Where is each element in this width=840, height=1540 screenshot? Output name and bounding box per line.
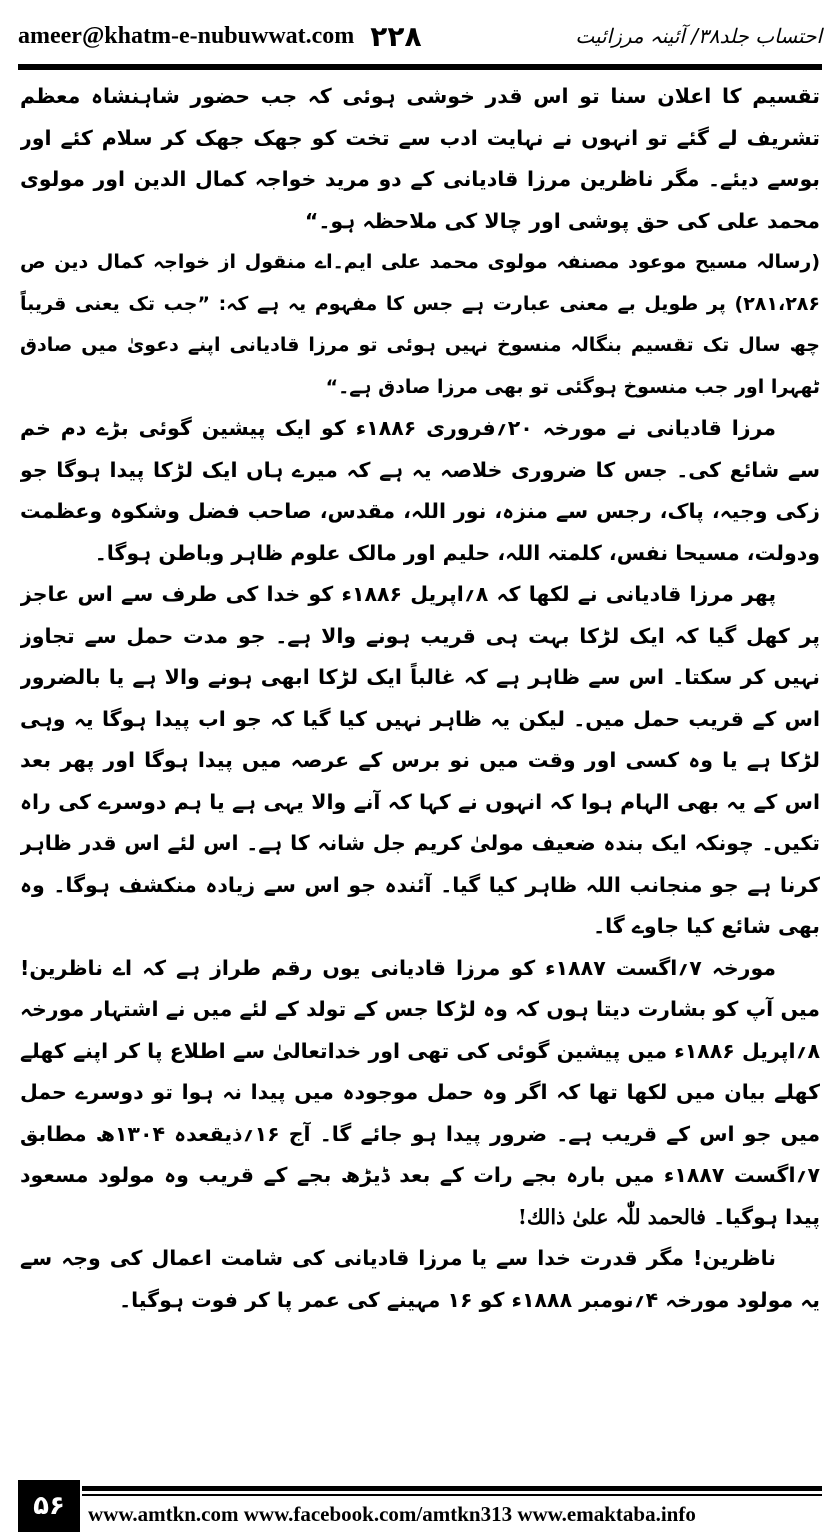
footer-links: www.amtkn.com www.facebook.com/amtkn313 www.emaktaba.info: [88, 1502, 696, 1526]
page-body: [20, 76, 820, 1466]
paragraph-4: پھر مرزا قادیانی نے لکھا کہ ۸؍اپریل ۱۸۸۶ء کو خدا کی طرف سے اس عاجز پر کھل گیا کہ ایک لڑکا بہت ہی قریب ہونے والا ہے۔ جو مدت حمل سے تجاوز نہیں کر سکتا۔ اس سے ظاہر ہے کہ غالباً ایک لڑکا ابھی ہونے والا ہے یا بالضرور اس کے قریب حمل میں۔ لیکن یہ ظاہر نہیں کیا گیا کہ جو اب پیدا ہوگا یہ وہی لڑکا ہے یا وہ کسی اور وقت میں نو برس کے عرصہ میں پیدا ہوگا اور پھر بعد اس کے یہ بھی الہام ہوا کہ انہوں نے کہا کہ آنے والا یہی ہے یا ہم دوسرے کی راہ تکیں۔ چونکہ ایک بندہ ضعیف مولیٰ کریم جل شانہ کا ہے۔ اس لئے اس قدر ظاہر کرنا ہے جو منجانب اللہ ظاہر کیا گیا۔ آئندہ جو اس سے زیادہ منکشف ہوگا۔ وہ بھی شائع کیا جاوے گا۔: [20, 582, 820, 938]
header-page-number: ۲۲۸: [370, 19, 422, 53]
footer-page-number: ۵۶: [18, 1480, 80, 1532]
paragraph-5-arabic: فالحمد للّٰہ علیٰ ذالك!: [517, 1204, 706, 1229]
paragraph-6: ناظرین! مگر قدرت خدا سے یا مرزا قادیانی کی شامت اعمال کی وجہ سے یہ مولود مورخہ ۴؍نومبر ۱۸۸۸ء کو ۱۶ مہینے کی عمر پا کر فوت ہوگیا۔: [20, 1246, 820, 1312]
page-footer: [18, 1480, 822, 1532]
paragraph-3: مرزا قادیانی نے مورخہ ۲۰؍فروری ۱۸۸۶ء کو ایک پیشین گوئی بڑے دم خم سے شائع کی۔ جس کا ضروری خلاصہ یہ ہے کہ میرے ہاں ایک لڑکا پیدا ہوگا جو زکی وجیہ، پاک، رجس سے منزہ، نور اللہ، مقدس، صاحب فضل وشکوہ وعظمت ودولت، مسیحا نفس، کلمتہ اللہ، حلیم اور مالک علوم ظاہر وباطن ہوگا۔: [20, 416, 820, 565]
header-email: ameer@khatm-e-nubuwwat.com: [18, 22, 355, 49]
header-rule: [18, 64, 822, 70]
header-book-title: احتساب جلد۳۸/ آئینہ مرزائیت: [575, 24, 822, 48]
paragraph-5-text: مورخہ ۷؍اگست ۱۸۸۷ء کو مرزا قادیانی یوں رقم طراز ہے کہ اے ناظرین! میں آپ کو بشارت دیتا ہوں کہ وہ لڑکا جس کے تولد کے لئے میں نے اشتہار مورخہ ۸؍اپریل ۱۸۸۶ء میں پیشین گوئی کی تھی اور خداتعالیٰ سے اطلاع پا کر اپنے کھلے کھلے بیان میں لکھا تھا کہ اگر وہ حمل موجودہ میں پیدا نہ ہوا تو دوسرے حمل میں جو اس کے قریب ہے۔ ضرور پیدا ہو جائے گا۔ آج ۱۶؍ذیقعدہ ۱۳۰۴ھ مطابق ۷؍اگست ۱۸۸۷ء میں بارہ بجے رات کے بعد ڈیڑھ بجے کے قریب وہ مولود مسعود پیدا ہوگیا۔: [20, 955, 820, 1229]
footer-rule-thin: [82, 1494, 822, 1496]
paragraph-2-reference: (رسالہ مسیح موعود مصنفہ مولوی محمد علی ایم۔اے منقول از خواجہ کمال دین ص ۲۸۱،۲۸۶) پر طویل بے معنی عبارت ہے جس کا مفہوم یہ ہے کہ: ”جب تک یعنی قریباً چھ سال تک تقسیم بنگالہ منسوخ نہیں ہوئی تو مرزا قادیانی اپنے دعویٰ میں صادق ٹھہرا اور جب منسوخ ہوگئی تو بھی مرزا صادق ہے۔“: [20, 251, 820, 398]
header-left-group: [18, 20, 422, 53]
paragraph-5: [20, 948, 820, 1239]
page-header: [18, 12, 822, 60]
paragraph-1: تقسیم کا اعلان سنا تو اس قدر خوشی ہوئی کہ جب حضور شاہنشاہ معظم تشریف لے گئے تو انہوں نے نہایت ادب سے تخت کو جھک جھک کر سلام کئے اور بوسے دیئے۔ مگر ناظرین مرزا قادیانی کے دو مرید خواجہ کمال الدین اور مولوی محمد علی کی حق پوشی اور چالا کی ملاحظہ ہو۔“: [20, 84, 820, 233]
footer-rule-thick: [82, 1486, 822, 1491]
